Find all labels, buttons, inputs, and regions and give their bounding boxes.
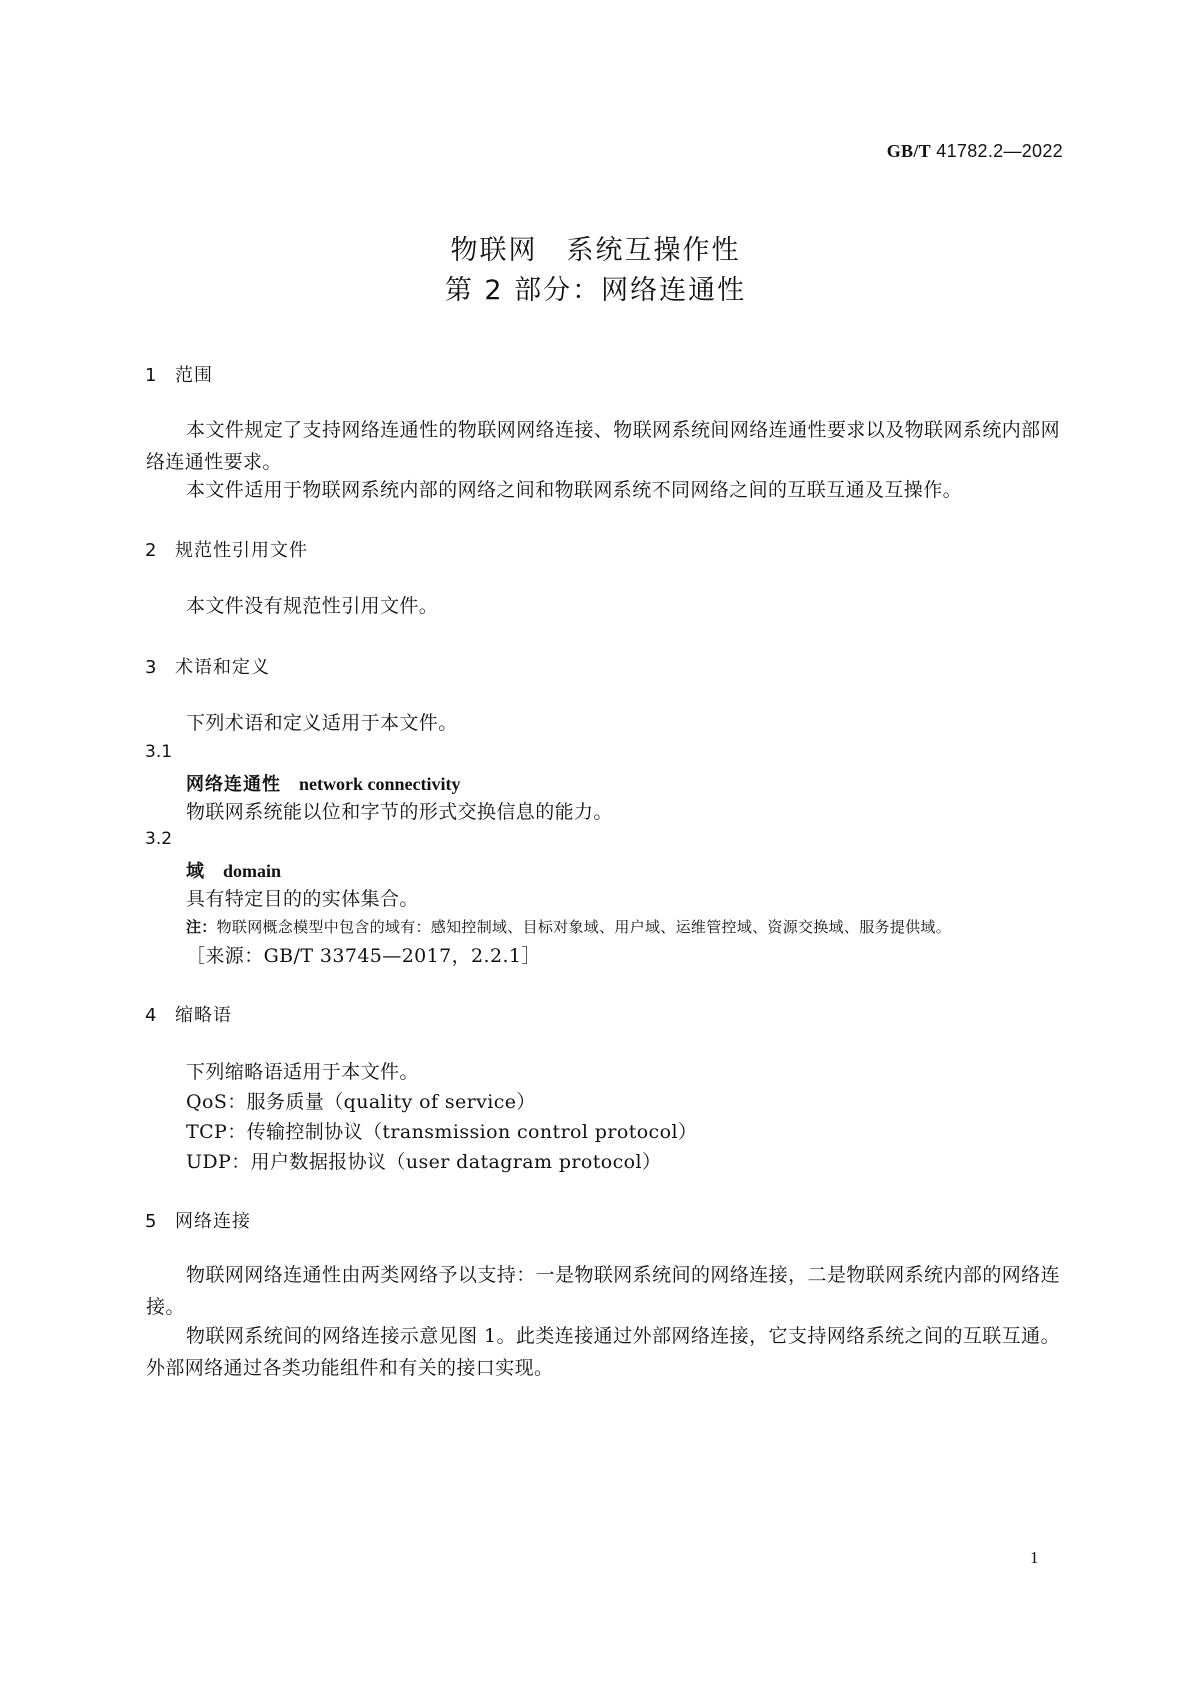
abbreviation-item-qos: QoS：服务质量（quality of service） bbox=[186, 1091, 536, 1113]
term-number-3-2: 3.2 bbox=[145, 829, 173, 849]
normative-references-text: 本文件没有规范性引用文件。 bbox=[186, 595, 439, 617]
section-title: 规范性引用文件 bbox=[175, 540, 308, 561]
term-chinese: 域 bbox=[186, 861, 205, 882]
standard-prefix: GB/T bbox=[886, 141, 931, 161]
paragraph-text: 物联网网络连通性由两类网络予以支持：一是物联网系统间的网络连接，二是物联网系统内部的网络连接。 bbox=[146, 1264, 1060, 1318]
scope-paragraph-1 bbox=[146, 414, 1060, 478]
network-connection-paragraph-1 bbox=[146, 1259, 1060, 1323]
section-number: 2 bbox=[145, 540, 158, 561]
abbreviation-item-udp: UDP：用户数据报协议（user datagram protocol） bbox=[186, 1151, 662, 1173]
abbreviations-intro: 下列缩略语适用于本文件。 bbox=[186, 1061, 419, 1083]
section-title: 术语和定义 bbox=[175, 657, 270, 678]
document-title-line1: 物联网 系统互操作性 bbox=[450, 235, 741, 266]
standard-code bbox=[887, 141, 1063, 162]
section-number: 3 bbox=[145, 657, 158, 678]
section-number: 4 bbox=[145, 1005, 158, 1026]
section-heading-scope bbox=[145, 361, 213, 387]
abbreviation-item-tcp: TCP：传输控制协议（transmission control protocol） bbox=[186, 1121, 698, 1143]
term-3-2-source: ［来源：GB/T 33745—2017，2.2.1］ bbox=[186, 945, 541, 967]
term-3-2-definition: 具有特定目的的实体集合。 bbox=[186, 888, 419, 910]
term-3-1 bbox=[186, 770, 460, 796]
paragraph-text: 本文件规定了支持网络连通性的物联网网络连接、物联网系统间网络连通性要求以及物联网系统内部网络连通性要求。 bbox=[146, 419, 1060, 473]
document-title-line2: 第 2 部分：网络连通性 bbox=[444, 275, 747, 306]
note-label: 注： bbox=[186, 918, 217, 936]
note-text: 物联网概念模型中包含的域有：感知控制域、目标对象域、用户域、运维管控域、资源交换域、服务提供域。 bbox=[216, 918, 952, 936]
network-connection-paragraph-2 bbox=[146, 1320, 1060, 1384]
term-3-2-note bbox=[186, 916, 951, 937]
terms-intro: 下列术语和定义适用于本文件。 bbox=[186, 712, 458, 734]
term-number-3-1: 3.1 bbox=[145, 742, 173, 762]
term-3-1-definition: 物联网系统能以位和字节的形式交换信息的能力。 bbox=[186, 801, 613, 823]
term-english: network connectivity bbox=[299, 774, 461, 794]
section-number: 1 bbox=[145, 365, 158, 386]
section-heading-network-connection bbox=[145, 1207, 251, 1233]
scope-paragraph-2 bbox=[146, 474, 1060, 506]
section-heading-abbreviations bbox=[145, 1001, 232, 1027]
standard-number: 41782.2—2022 bbox=[936, 141, 1063, 161]
paragraph-text: 物联网系统间的网络连接示意见图 1。此类连接通过外部网络连接，它支持网络系统之间的互联互通。外部网络通过各类功能组件和有关的接口实现。 bbox=[146, 1325, 1060, 1379]
page-number: 1 bbox=[1030, 1548, 1039, 1567]
term-3-2 bbox=[186, 857, 281, 883]
section-number: 5 bbox=[145, 1211, 158, 1232]
section-heading-normative-references bbox=[145, 536, 308, 562]
paragraph-text: 本文件适用于物联网系统内部的网络之间和物联网系统不同网络之间的互联互通及互操作。 bbox=[186, 479, 963, 501]
section-heading-terms bbox=[145, 653, 270, 679]
section-title: 缩略语 bbox=[175, 1005, 232, 1026]
section-title: 范围 bbox=[175, 365, 213, 386]
term-chinese: 网络连通性 bbox=[186, 774, 281, 795]
term-english: domain bbox=[223, 861, 282, 881]
section-title: 网络连接 bbox=[175, 1211, 251, 1232]
